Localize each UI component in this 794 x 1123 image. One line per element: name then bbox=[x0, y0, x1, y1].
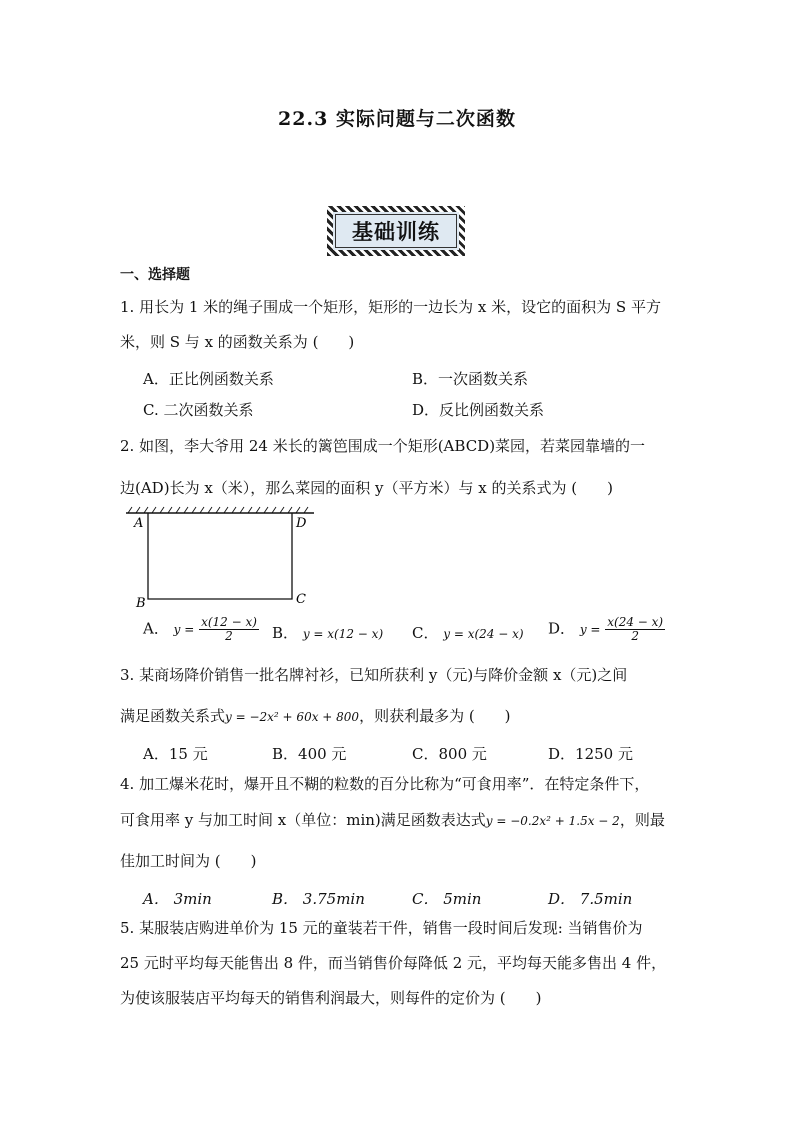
q3-option-d: D．1250 元 bbox=[548, 745, 633, 763]
q3-line-1: 3. 某商场降价销售一批名牌衬衫，已知所获利 y（元)与降价金额 x（元)之间 bbox=[120, 666, 628, 684]
q2-option-a-lhs: y = bbox=[173, 622, 195, 637]
q2-option-d-numerator: x(24 − x) bbox=[607, 615, 664, 629]
q4-line-2-text-b: ，则最 bbox=[619, 811, 665, 829]
q2-option-d-fraction bbox=[605, 616, 665, 643]
q4-option-a: A． 3min bbox=[143, 890, 212, 908]
vertex-label-b: B bbox=[136, 596, 146, 611]
vertex-label-a: A bbox=[134, 516, 144, 531]
q4-option-b: B． 3.75min bbox=[272, 890, 365, 908]
q2-option-d-label: D． bbox=[548, 619, 576, 638]
q3-option-c: C．800 元 bbox=[412, 745, 487, 763]
q5-line-3: 为使该服装店平均每天的销售利润最大，则每件的定价为 ( ) bbox=[120, 989, 542, 1007]
q2-option-d-denominator: 2 bbox=[631, 629, 639, 643]
q2-line-1: 2. 如图，李大爷用 24 米长的篱笆围成一个矩形(ABCD)菜园，若菜园靠墙的一 bbox=[120, 437, 646, 455]
q3-option-a: A．15 元 bbox=[143, 745, 208, 763]
q1-line-1: 1. 用长为 1 米的绳子围成一个矩形，矩形的一边长为 x 米，设它的面积为 S 平方 bbox=[120, 298, 661, 316]
vertex-label-d: D bbox=[296, 516, 307, 531]
q2-option-c bbox=[412, 622, 524, 643]
page-title: 22.3 实际问题与二次函数 bbox=[278, 108, 516, 130]
vertex-label-c: C bbox=[296, 592, 306, 607]
section-label: 基础训练 bbox=[335, 214, 457, 248]
garden-rectangle-figure bbox=[120, 505, 320, 615]
q1-option-a: A．正比例函数关系 bbox=[143, 370, 274, 388]
q1-option-d: D．反比例函数关系 bbox=[412, 401, 545, 419]
q2-option-c-label: C． bbox=[412, 624, 439, 642]
q2-option-b-expr: y = x(12 − x) bbox=[302, 627, 384, 641]
q2-line-2: 边(AD)长为 x（米），那么菜园的面积 y（平方米）与 x 的关系式为 ( ) bbox=[120, 479, 614, 497]
q1-option-b: B．一次函数关系 bbox=[412, 370, 529, 388]
section-label-box bbox=[327, 206, 465, 256]
q2-option-b-label: B． bbox=[272, 624, 299, 642]
q4-line-2-text-a: 可食用率 y 与加工时间 x（单位：min)满足函数表达式 bbox=[120, 811, 486, 829]
q2-option-a-denominator: 2 bbox=[225, 629, 233, 643]
q4-line-1: 4. 加工爆米花时，爆开且不糊的粒数的百分比称为“可食用率”．在特定条件下， bbox=[120, 775, 650, 793]
q5-line-2: 25 元时平均每天能售出 8 件，而当销售价每降低 2 元，平均每天能多售出 4 件， bbox=[120, 954, 667, 972]
part-heading: 一、选择题 bbox=[120, 267, 190, 283]
q1-line-2: 米，则 S 与 x 的函数关系为 ( ) bbox=[120, 333, 355, 351]
q4-option-c: C． 5min bbox=[412, 890, 482, 908]
q2-option-a-fraction bbox=[199, 616, 259, 643]
q4-line-2 bbox=[120, 809, 665, 830]
q3-line-2 bbox=[120, 705, 511, 726]
q2-option-d bbox=[548, 616, 665, 643]
q2-option-c-expr: y = x(24 − x) bbox=[443, 627, 524, 641]
q4-formula: y = −0.2x² + 1.5x − 2 bbox=[485, 814, 620, 828]
q4-option-d: D． 7.5min bbox=[548, 890, 633, 908]
q3-option-b: B．400 元 bbox=[272, 745, 347, 763]
q1-option-c: C. 二次函数关系 bbox=[143, 401, 254, 419]
q3-line-2-text-a: 满足函数关系式 bbox=[120, 707, 226, 725]
q3-formula: y = −2x² + 60x + 800 bbox=[225, 710, 360, 724]
q2-option-a-label: A． bbox=[143, 619, 169, 638]
q2-option-d-lhs: y = bbox=[579, 622, 601, 637]
q5-line-1: 5. 某服装店购进单价为 15 元的童装若干件，销售一段时间后发现: 当销售价为 bbox=[120, 919, 643, 937]
q2-option-a bbox=[143, 616, 259, 643]
q3-line-2-text-b: ，则获利最多为 ( ) bbox=[359, 707, 511, 725]
q2-option-b bbox=[272, 622, 383, 643]
q4-line-3: 佳加工时间为 ( ) bbox=[120, 852, 257, 870]
q2-option-a-numerator: x(12 − x) bbox=[201, 615, 257, 629]
